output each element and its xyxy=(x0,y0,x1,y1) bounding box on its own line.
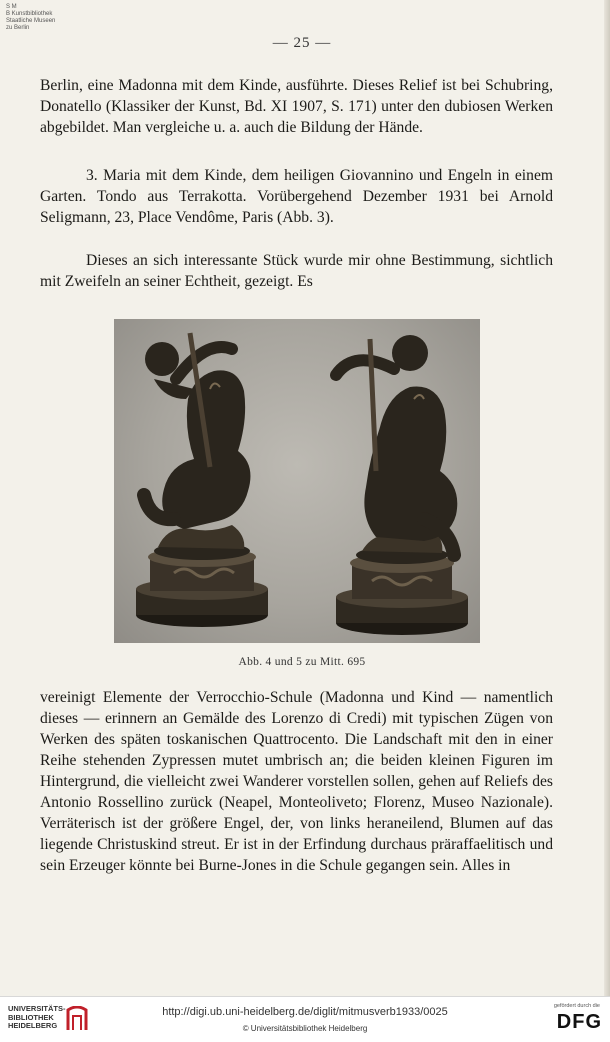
paragraph-3: Dieses an sich interessante Stück wurde mir ohne Bestimmung, sichtlich mit Zweifeln an seiner Echtheit, gezeigt. Es xyxy=(40,252,553,290)
funded-by-label: gefördert durch die xyxy=(553,1003,600,1009)
logo-line: BIBLIOTHEK xyxy=(8,1012,54,1022)
paragraph-1: Berlin, eine Madonna mit dem Kinde, ausführte. Dieses Relief ist bei Schubring, Donatello (Klassiker der Kunst, Bd. XI 1907, S. 171) unter den dubiosen Werken abgebildet. Man vergleiche u. a. auch die Bildung der Hände. xyxy=(40,77,553,136)
stamp-line: S M xyxy=(6,4,17,10)
left-statuette xyxy=(136,333,268,627)
page-number: — 25 — xyxy=(272,35,332,51)
citation-link[interactable]: http://digi.ub.uni-heidelberg.de/diglit/mitmusverb1933/0025 xyxy=(162,1006,448,1018)
copyright-notice: © Universitätsbibliothek Heidelberg xyxy=(242,1024,368,1033)
dfg-logo[interactable]: DFG xyxy=(556,1011,602,1033)
stamp-line: B Kunstbibliothek xyxy=(6,11,53,17)
stamp-line: zu Berlin xyxy=(6,25,30,31)
figure-caption: Abb. 4 und 5 zu Mitt. 695 xyxy=(238,656,366,668)
bronze-statuettes-illustration xyxy=(114,319,480,643)
paragraph-4: vereinigt Elemente der Verrocchio-Schule (Madonna und Kind — namentlich dieses — erinnern an Gemälde des Lorenzo di Credi) mit typischen Zügen von Werken des späten toskanischen Quattrocento. Die Landschaft mit den in einer Reihe stehenden Zypressen mutet umbrisch an; die beiden kleinen Figuren im Hintergrund, die vielleicht zwei Wanderer vorstellen sollen, gehen auf Reliefs des Antonio Rossellino zurück (Neapel, Monteoliveto; Florenz, Museo Nazionale). Verräterisch ist der größere Engel, der, von links heraneilend, Blumen auf das liegende Christuskind streut. Er ist in der Erfindung durchaus präraffaelitisch und sein Erzeuger könnte bei Burne-Jones in die Schule gegangen sein. Alles in xyxy=(40,689,553,874)
logo-line: HEIDELBERG xyxy=(8,1021,58,1030)
library-stamp xyxy=(6,4,55,32)
right-statuette xyxy=(336,335,468,635)
logo-line: UNIVERSITÄTS- xyxy=(8,1004,66,1013)
page-edge xyxy=(604,0,610,996)
paragraph-2: 3. Maria mit dem Kinde, dem heiligen Giovannino und Engeln in einem Garten. Tondo aus Terrakotta. Vorübergehend Dezember 1931 bei Arnold Seligmann, 23, Place Vendôme, Paris (Abb. 3). xyxy=(40,167,553,226)
sculpture-photograph xyxy=(114,319,480,643)
stamp-line: Staatliche Museen xyxy=(6,18,56,24)
footer-bar xyxy=(0,996,610,1042)
